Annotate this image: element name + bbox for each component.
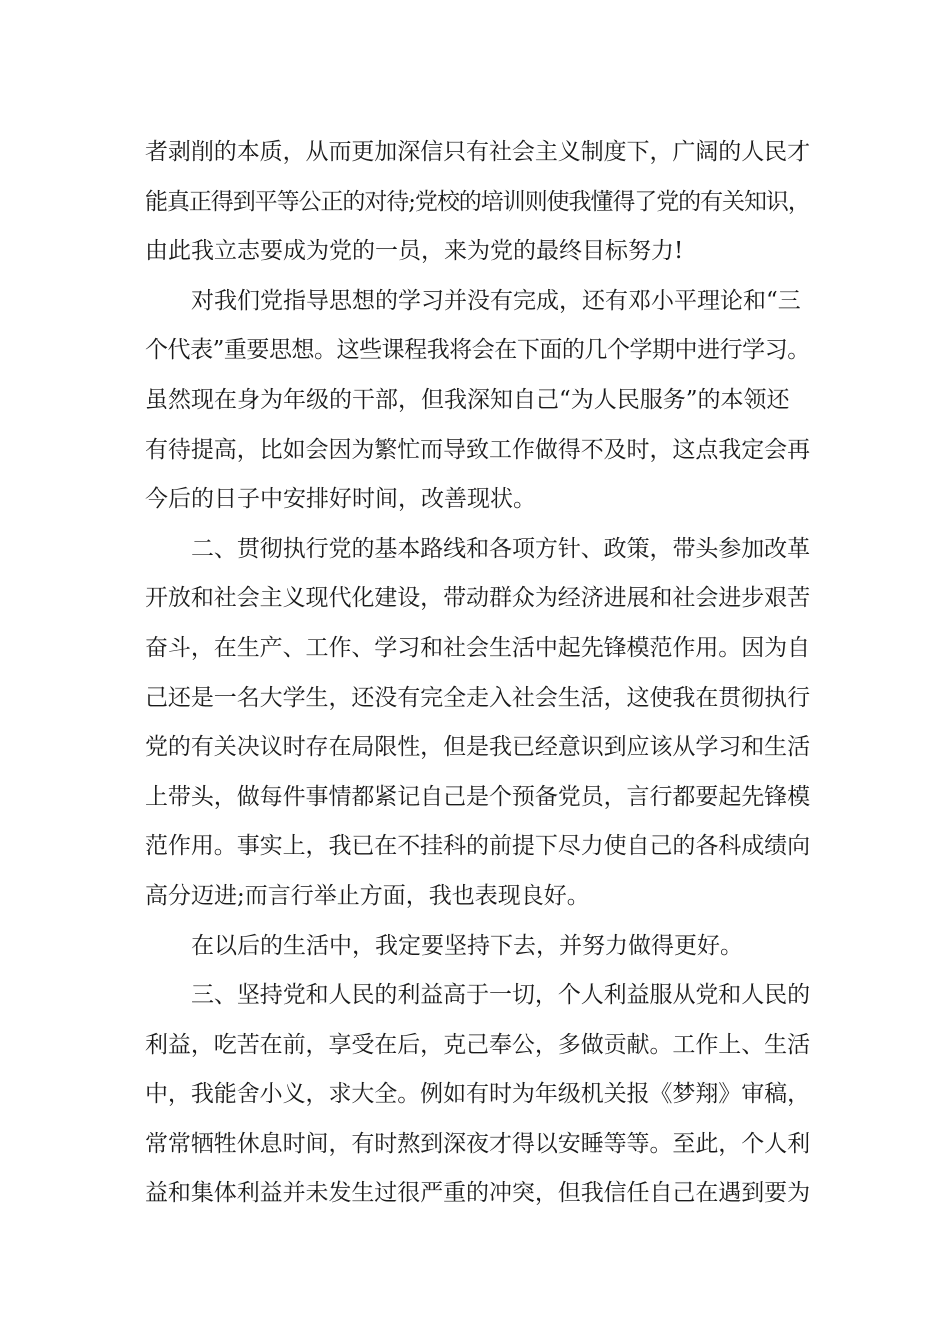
- text-line: 范作用。事实上，我已在不挂科的前提下尽力使自己的各科成绩向: [145, 833, 811, 860]
- text-line: 在以后的生活中，我定要坚持下去，并努力做得更好。: [191, 932, 743, 959]
- text-line: 中，我能舍小义，求大全。例如有时为年级机关报《梦翔》审稿，: [145, 1081, 811, 1108]
- text-line: 虽然现在身为年级的干部，但我深知自己“为人民服务”的本领还: [145, 386, 790, 413]
- text-line: 开放和社会主义现代化建设，带动群众为经济进展和社会进步艰苦: [145, 585, 811, 612]
- text-line: 有待提高，比如会因为繁忙而导致工作做得不及时，这点我定会再: [145, 436, 811, 463]
- text-line: 己还是一名大学生，还没有完全走入社会生活，这使我在贯彻执行: [145, 684, 811, 711]
- text-line: 能真正得到平等公正的对待;党校的培训则使我懂得了党的有关知识，: [145, 188, 810, 215]
- text-line: 利益，吃苦在前，享受在后，克己奉公，多做贡献。工作上、生活: [145, 1031, 811, 1058]
- text-line: 上带头，做每件事情都紧记自己是个预备党员，言行都要起先锋模: [145, 783, 811, 810]
- text-line: 益和集体利益并未发生过很严重的冲突，但我信任自己在遇到要为: [145, 1180, 811, 1207]
- document-body: [145, 128, 810, 1219]
- text-line: 党的有关决议时存在局限性，但是我已经意识到应该从学习和生活: [145, 734, 811, 761]
- text-line: 奋斗，在生产、工作、学习和社会生活中起先锋模范作用。因为自: [145, 634, 811, 661]
- text-line: 今后的日子中安排好时间，改善现状。: [145, 486, 536, 513]
- text-line: 对我们党指导思想的学习并没有完成，还有邓小平理论和“三: [191, 287, 801, 314]
- text-line: 者剥削的本质，从而更加深信只有社会主义制度下，广阔的人民才: [145, 139, 811, 165]
- text-line: 个代表”重要思想。这些课程我将会在下面的几个学期中进行学习。: [145, 337, 810, 364]
- text-line: 由此我立志要成为党的一员，来为党的最终目标努力!: [145, 238, 684, 265]
- text-line: 二、贯彻执行党的基本路线和各项方针、政策，带头参加改革: [191, 535, 811, 562]
- text-line: 常常牺牲休息时间，有时熬到深夜才得以安睡等等。至此，个人利: [145, 1130, 811, 1157]
- text-line: 高分迈进;而言行举止方面，我也表现良好。: [145, 882, 590, 909]
- text-line: 三、坚持党和人民的利益高于一切，个人利益服从党和人民的: [191, 982, 811, 1009]
